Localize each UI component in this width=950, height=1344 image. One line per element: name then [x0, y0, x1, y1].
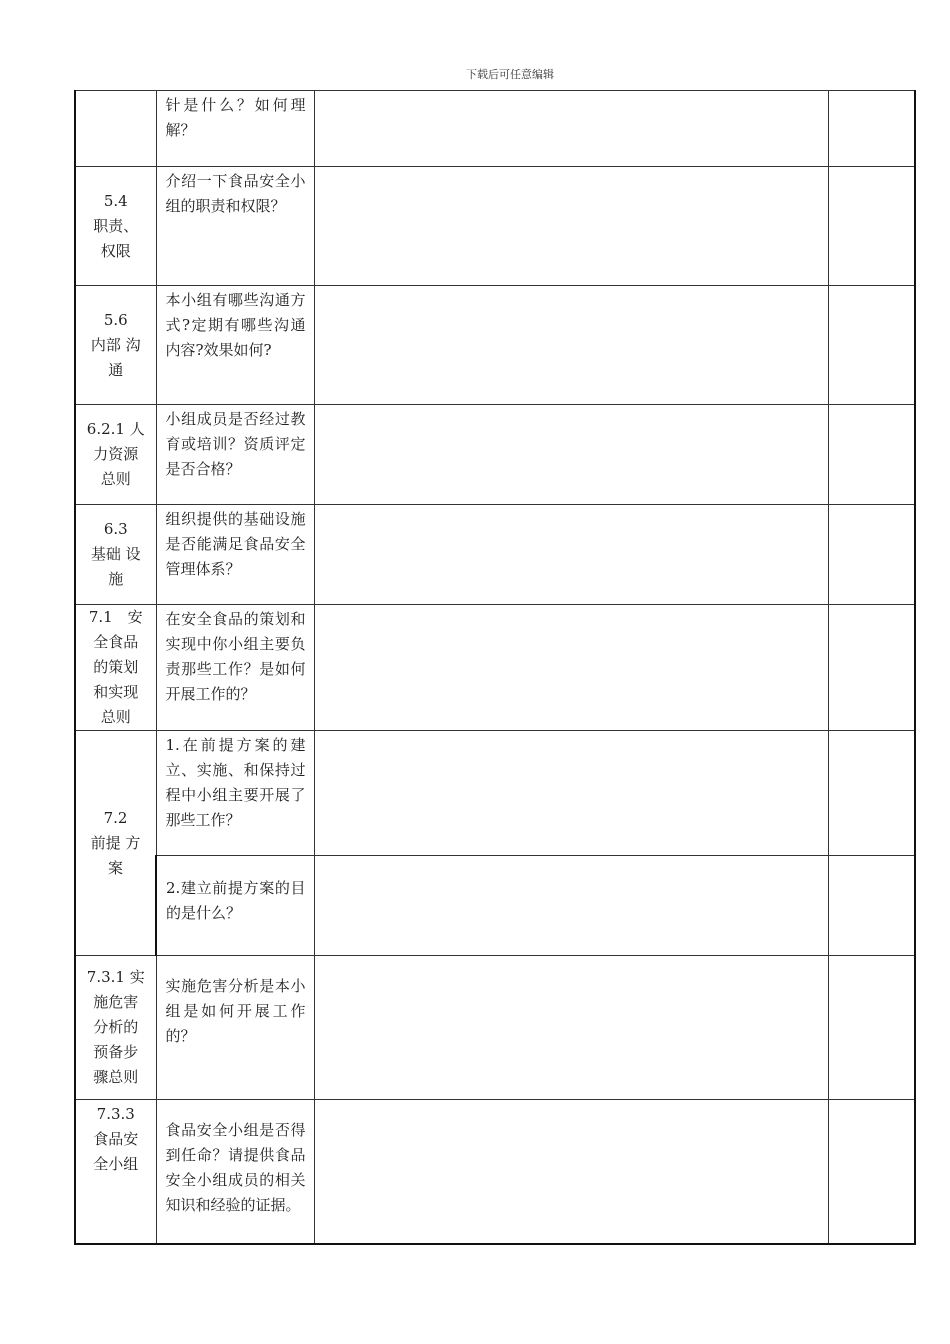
clause-line: 7.3.1 实 [86, 968, 145, 986]
remark-cell[interactable] [828, 405, 915, 505]
clause-line: 6.2.1 人 [86, 420, 145, 438]
question-cell: 本小组有哪些沟通方式?定期有哪些沟通内容?效果如何? [156, 286, 314, 405]
clause-cell [75, 505, 156, 605]
remark-cell[interactable] [828, 856, 915, 956]
question-cell: 2.建立前提方案的目的是什么？ [156, 856, 314, 956]
table-row [75, 731, 915, 856]
clause-line: 6.3 [103, 520, 128, 538]
clause-line: 通 [108, 360, 124, 379]
answer-cell[interactable] [314, 731, 828, 856]
clause-cell [75, 956, 156, 1100]
answer-cell[interactable] [314, 956, 828, 1100]
remark-cell[interactable] [828, 286, 915, 405]
question-cell: 针是什么？如何理解？ [156, 91, 314, 167]
clause-line: 施 [108, 570, 124, 588]
clause-label [82, 806, 149, 881]
question-cell: 介绍一下食品安全小组的职责和权限？ [156, 167, 314, 286]
clause-label [82, 605, 150, 730]
clause-label [82, 965, 150, 1090]
table-row [75, 856, 915, 956]
clause-cell [75, 1100, 156, 1244]
remark-cell[interactable] [828, 731, 915, 856]
clause-line: 全食品 [93, 633, 139, 651]
clause-line: 预备步 [93, 1043, 139, 1061]
remark-cell[interactable] [828, 956, 915, 1100]
table-row [75, 1100, 915, 1244]
question-cell: 食品安全小组是否得到任命？请提供食品安全小组成员的相关知识和经验的证据。 [156, 1100, 314, 1244]
clause-line: 7.1 安 [88, 608, 143, 626]
clause-line: 内部 沟 [90, 335, 141, 354]
clause-label [82, 1102, 150, 1177]
clause-line: 的策划 [93, 658, 139, 676]
remark-cell[interactable] [828, 505, 915, 605]
question-cell: 组织提供的基础设施是否能满足食品安全管理体系？ [156, 505, 314, 605]
clause-line: 基础 设 [90, 545, 141, 563]
answer-cell[interactable] [314, 1100, 828, 1244]
table-row [75, 405, 915, 505]
clause-line: 7.3.3 [96, 1105, 135, 1123]
clause-line: 总则 [100, 470, 131, 488]
clause-line: 食品安 [93, 1130, 139, 1148]
question-cell: 在安全食品的策划和实现中你小组主要负责那些工作？是如何开展工作的？ [156, 605, 314, 731]
answer-cell[interactable] [314, 605, 828, 731]
remark-cell[interactable] [828, 167, 915, 286]
clause-line: 施危害 [93, 993, 139, 1011]
remark-cell[interactable] [828, 605, 915, 731]
clause-line: 权限 [100, 241, 131, 260]
answer-cell[interactable] [314, 856, 828, 956]
clause-line: 前提 方 [90, 833, 141, 852]
clause-cell [75, 91, 156, 167]
clause-line: 和实现 [93, 683, 139, 701]
table-row [75, 605, 915, 731]
audit-checklist-table [74, 90, 916, 1245]
table-row [75, 167, 915, 286]
page-header: 下载后可任意编辑 [466, 68, 554, 81]
clause-line: 总则 [100, 708, 131, 726]
question-cell: 实施危害分析是本小组是如何开展工作的？ [156, 956, 314, 1100]
clause-label [82, 189, 150, 264]
table-row [75, 91, 915, 167]
answer-cell[interactable] [314, 167, 828, 286]
answer-cell[interactable] [314, 91, 828, 167]
clause-line: 案 [107, 858, 123, 877]
clause-cell [75, 405, 156, 505]
remark-cell[interactable] [828, 1100, 915, 1244]
clause-line: 7.2 [103, 808, 128, 827]
clause-line: 骤总则 [93, 1068, 139, 1086]
clause-line: 职责、 [93, 216, 139, 235]
clause-line: 分析的 [93, 1018, 139, 1036]
clause-cell [75, 286, 156, 405]
answer-cell[interactable] [314, 505, 828, 605]
clause-line: 力资源 [93, 445, 139, 463]
question-cell: 小组成员是否经过教育或培训？资质评定是否合格？ [156, 405, 314, 505]
remark-cell[interactable] [828, 91, 915, 167]
clause-label [82, 308, 150, 383]
clause-line: 5.4 [103, 191, 128, 210]
table-row [75, 956, 915, 1100]
clause-cell [75, 605, 156, 731]
table-row [75, 286, 915, 405]
answer-cell[interactable] [314, 405, 828, 505]
clause-label [82, 417, 150, 492]
clause-cell [75, 167, 156, 286]
answer-cell[interactable] [314, 286, 828, 405]
clause-cell [75, 731, 156, 956]
clause-line: 全小组 [93, 1155, 139, 1173]
table-row [75, 505, 915, 605]
clause-label [82, 517, 150, 592]
question-cell: 1.在前提方案的建立、实施、和保持过程中小组主要开展了那些工作？ [156, 731, 314, 856]
clause-line: 5.6 [103, 310, 128, 329]
